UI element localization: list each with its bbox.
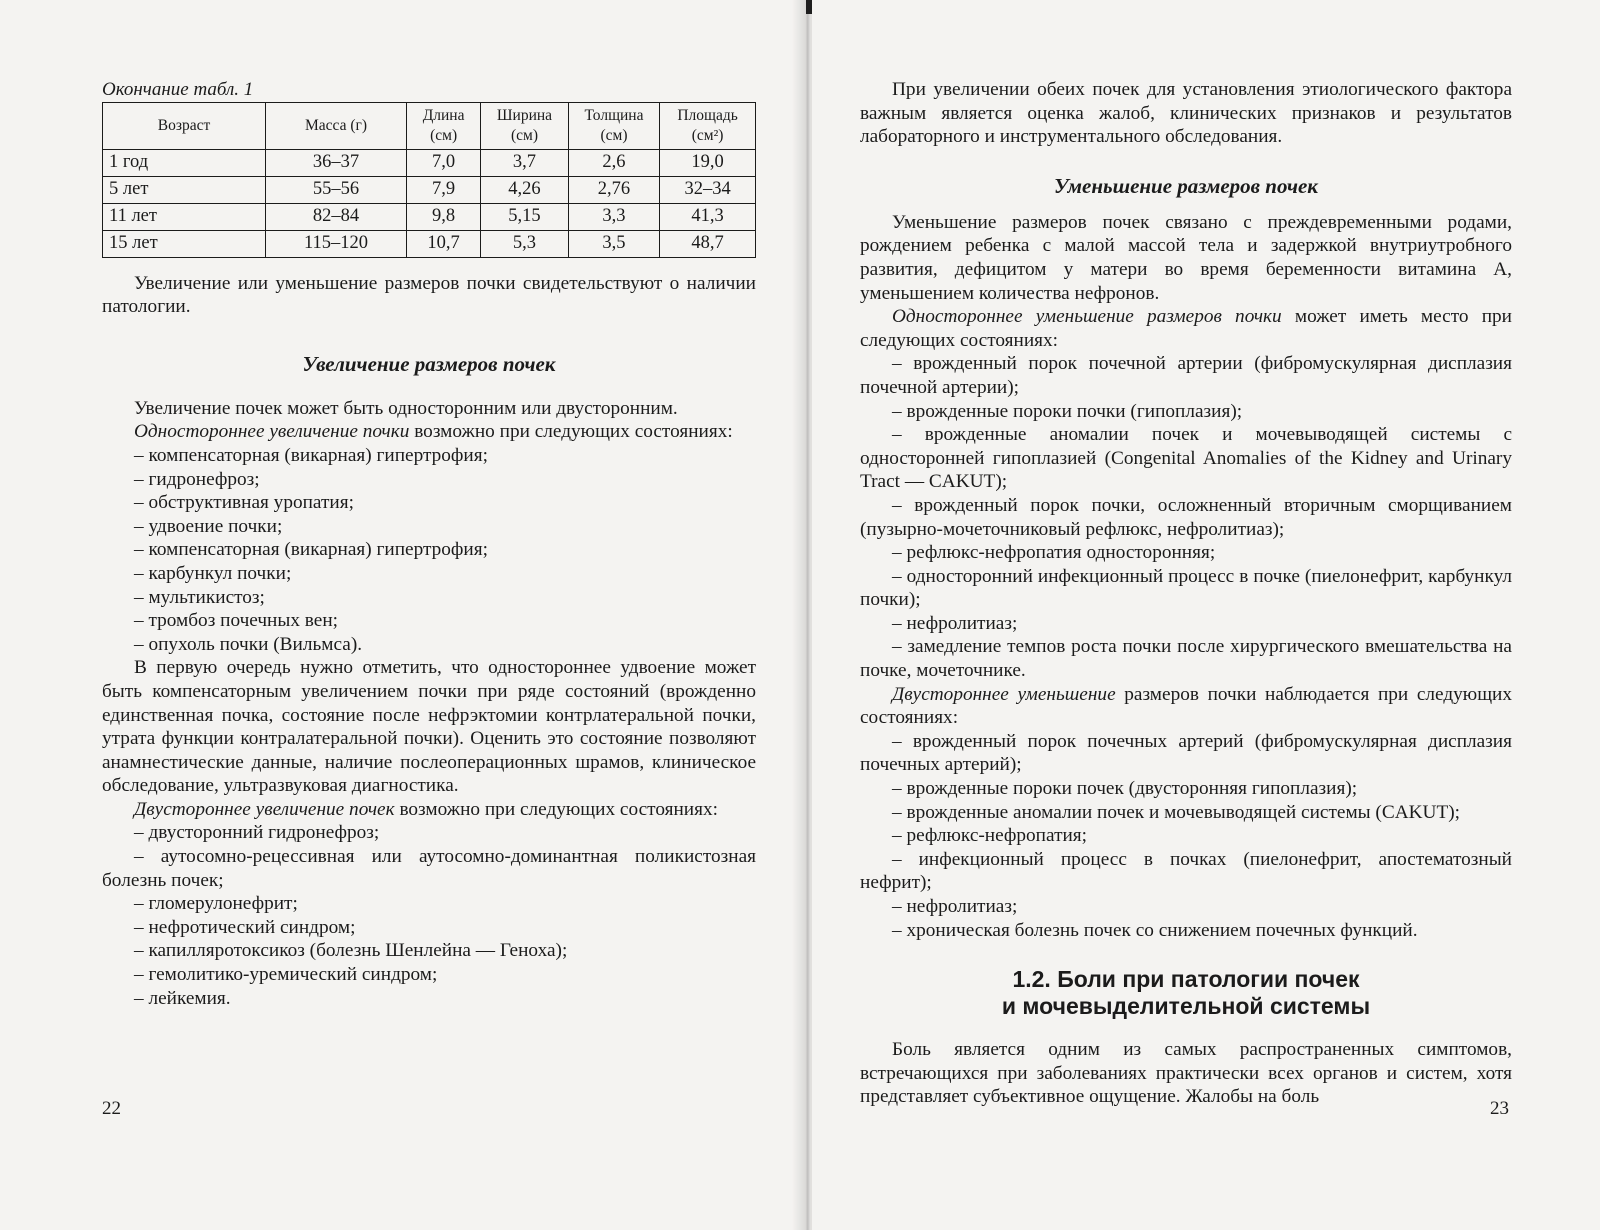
table-cell: 32–34: [660, 176, 756, 203]
left-page-text: [102, 78, 756, 1010]
paragraph-top: При увеличении обеих почек для установления этиологического фактора важным является оценка жалоб, клинических признаков и результатов лабораторного и инструментального обследования.: [860, 79, 1512, 148]
table-row: [103, 176, 756, 203]
heading-decrease: Уменьшение размеров почек: [1054, 173, 1318, 198]
paragraph-bilateral-increase: [102, 798, 756, 822]
paragraph-text: может иметь место при следующих состояниях:: [860, 306, 1512, 351]
table-header-row: [103, 102, 756, 149]
table-cell: 19,0: [660, 149, 756, 176]
table-cell: 115–120: [266, 230, 407, 257]
term-italic: Двустороннее увеличение почек: [134, 798, 395, 820]
paragraph-kinds: Увеличение почек может быть односторонним или двусторонним.: [134, 397, 678, 419]
list-item: – обструктивная уропатия;: [134, 492, 354, 514]
paragraph-unilateral-decrease: [860, 305, 1512, 352]
table-row: [103, 149, 756, 176]
paragraph-intro: Увеличение или уменьшение размеров почки свидетельствуют о наличии патологии.: [102, 272, 756, 318]
list-item: – карбункул почки;: [134, 562, 292, 584]
table-cell: 5,3: [481, 230, 569, 257]
paragraph-decrease: Уменьшение размеров почек связано с преждевременными родами, рождением ребенка с малой массой тела и задержкой внутриутробного развития, дефицитом у матери во время беременности витамина А, уменьшением количества нефронов.: [860, 211, 1512, 304]
list-item: – удвоение почки;: [134, 515, 283, 537]
list-item: – врожденный порок почечной артерии (фибромускулярная дисплазия почечной артерии);: [860, 353, 1512, 398]
table-cell: 2,76: [568, 176, 659, 203]
table-header-cell: Толщина (см): [568, 102, 659, 149]
section-title: [860, 966, 1512, 1020]
list-item: – двусторонний гидронефроз;: [134, 822, 380, 844]
list-item: – нефротический синдром;: [134, 916, 356, 938]
list-item: – рефлюкс-нефропатия односторонняя;: [892, 542, 1216, 564]
table-header-cell: Возраст: [103, 102, 266, 149]
page-number: 22: [102, 1098, 121, 1119]
list-item: – врожденные аномалии почек и мочевыводящей системы с односторонней гипоплазией (Congenital Anomalies of the Kidney and Urinary Tract — CAKUT);: [860, 424, 1512, 493]
table-cell: 10,7: [407, 230, 481, 257]
list-item: – тромбоз почечных вен;: [134, 610, 339, 632]
paragraph-bilateral-decrease: [860, 683, 1512, 730]
list-item: – капилляротоксикоз (болезнь Шенлейна — Геноха);: [134, 940, 568, 962]
heading-increase: Увеличение размеров почек: [302, 351, 556, 376]
list-item: – нефролитиаз;: [892, 896, 1018, 917]
table-cell: 82–84: [266, 203, 407, 230]
table-cell: 11 лет: [103, 203, 266, 230]
table-caption: Окончание табл. 1: [102, 79, 254, 100]
list-item: – аутосомно-рецессивная или аутосомно-доминантная поликистозная болезнь почек;: [102, 846, 756, 891]
list-item: – компенсаторная (викарная) гипертрофия;: [134, 539, 488, 561]
paragraph-first: В первую очередь нужно отметить, что одностороннее удвоение может быть компенсаторным увеличением почки при ряде состояний (врожденно единственная почка, состояние после нефрэктомии контрлатеральной почки, утрата функции контралатеральной почки). Оценить это состояние позволяют анамнестические данные, наличие послеоперационных шрамов, клиническое обследование, ультразвуковая диагностика.: [102, 657, 756, 797]
list-item: – рефлюкс-нефропатия;: [892, 825, 1088, 847]
table-header-cell: Масса (г): [266, 102, 407, 149]
paragraph-text: размеров почки наблюдается при следующих состояниях:: [860, 683, 1512, 729]
right-page-text: [860, 78, 1512, 1109]
table-cell: 15 лет: [103, 230, 266, 257]
list-item: – инфекционный процесс в почках (пиелонефрит, апостематозный нефрит);: [860, 848, 1512, 894]
list-item: – врожденные пороки почки (гипоплазия);: [892, 400, 1243, 422]
table-cell: 2,6: [568, 149, 659, 176]
list-item: – опухоль почки (Вильмса).: [134, 633, 363, 655]
list-item: – замедление темпов роста почки после хирургического вмешательства на почке, мочеточнике.: [860, 636, 1512, 682]
table-cell: 5 лет: [103, 176, 266, 203]
list-item: – лейкемия.: [134, 987, 231, 1009]
kidney-size-table: [102, 102, 756, 258]
table-cell: 9,8: [407, 203, 481, 230]
table-cell: 7,0: [407, 149, 481, 176]
list-item: – врожденный порок почки, осложненный вторичным сморщиванием (пузырно-мочеточниковый рефлюкс, нефролитиаз);: [860, 494, 1512, 540]
paragraph-pain: Боль является одним из самых распространенных симптомов, встречающихся при заболеваниях практически всех органов и систем, хотя представляет субъективное ощущение. Жалобы на боль: [860, 1039, 1512, 1108]
table-cell: 4,26: [481, 176, 569, 203]
list-item: – нефролитиаз;: [892, 612, 1018, 634]
list-item: – односторонний инфекционный процесс в почке (пиелонефрит, карбункул почки);: [860, 565, 1512, 611]
table-cell: 41,3: [660, 203, 756, 230]
table-row: [103, 203, 756, 230]
list-item: – гемолитико-уремический синдром;: [134, 964, 438, 986]
list-item: – гидронефроз;: [134, 468, 260, 490]
section-title-line: и мочевыделительной системы: [1001, 993, 1371, 1020]
paragraph-text: возможно при следующих состояниях:: [394, 798, 718, 820]
table-row: [103, 230, 756, 257]
paragraph-unilateral-increase: [102, 420, 756, 444]
table-cell: 3,7: [481, 149, 569, 176]
term-italic: Одностороннее увеличение почки: [134, 421, 410, 443]
table-cell: 1 год: [103, 149, 266, 176]
list-item: – компенсаторная (викарная) гипертрофия;: [134, 444, 488, 466]
table-cell: 3,5: [568, 230, 659, 257]
list-item: – врожденные пороки почек (двусторонняя гипоплазия);: [892, 778, 1358, 800]
table-cell: 36–37: [266, 149, 407, 176]
list-item: – гломерулонефрит;: [134, 893, 298, 915]
term-italic: Двустороннее уменьшение: [892, 683, 1116, 705]
list-item: – мультикистоз;: [134, 586, 265, 608]
list-item: – врожденный порок почечных артерий (фибромускулярная дисплазия почечных артерий);: [860, 730, 1512, 776]
table-header-cell: Длина (см): [407, 102, 481, 149]
table-header-cell: Ширина (см): [481, 102, 569, 149]
list-item: – врожденные аномалии почек и мочевыводящей системы (CAKUT);: [892, 801, 1461, 823]
table-cell: 55–56: [266, 176, 407, 203]
table-cell: 3,3: [568, 203, 659, 230]
page-number: 23: [1490, 1098, 1509, 1119]
list-item: – хроническая болезнь почек со снижением почечных функций.: [892, 919, 1418, 941]
term-italic: Одностороннее уменьшение размеров почки: [892, 306, 1282, 328]
section-title-line: 1.2. Боли при патологии почек: [1012, 966, 1360, 993]
paragraph-text: возможно при следующих состояниях:: [409, 421, 733, 443]
table-header-cell: Площадь (см²): [660, 102, 756, 149]
table-cell: 5,15: [481, 203, 569, 230]
table-cell: 48,7: [660, 230, 756, 257]
table-cell: 7,9: [407, 176, 481, 203]
